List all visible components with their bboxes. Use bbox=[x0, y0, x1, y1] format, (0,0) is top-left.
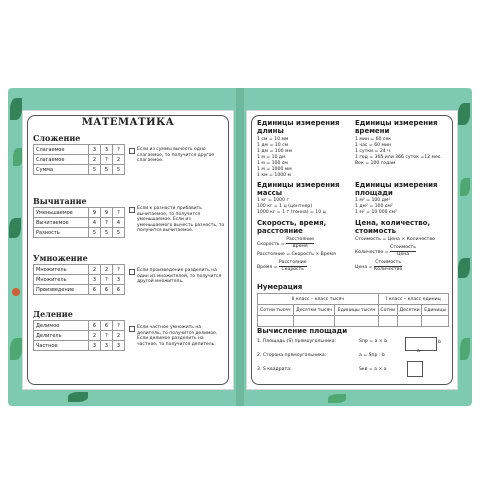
formula-label: Время = bbox=[257, 265, 278, 270]
table-cell bbox=[258, 316, 294, 327]
denominator: Количество bbox=[374, 267, 403, 272]
numerator: Стоимость bbox=[390, 245, 416, 250]
left-page bbox=[22, 110, 234, 390]
list-item: 1 м = 10 дм bbox=[257, 155, 286, 160]
speed-formulas bbox=[257, 237, 355, 273]
table-cell bbox=[397, 316, 422, 327]
formula-label: Скорость = bbox=[257, 242, 285, 247]
rule-text bbox=[137, 268, 225, 285]
denominator: Цена bbox=[396, 252, 410, 257]
table-row bbox=[34, 218, 125, 228]
table-cell: Слагаемое bbox=[34, 155, 89, 165]
leaf-decoration bbox=[458, 103, 470, 125]
area-calc-formula: a = Sпр : b bbox=[359, 353, 385, 358]
table-cell: Уменьшаемое bbox=[34, 208, 89, 218]
area-units-title: Единицы измерения площади bbox=[355, 181, 438, 197]
checkbox-icon bbox=[129, 207, 135, 213]
length-units-list bbox=[257, 137, 292, 179]
formula: Стоимость = Цена × Количество bbox=[355, 237, 435, 242]
table-cell: Множитель bbox=[34, 275, 89, 285]
time-units-list bbox=[355, 137, 453, 167]
leaf-decoration bbox=[10, 98, 22, 120]
table-cell: Вычитаемое bbox=[34, 218, 89, 228]
price-formulas bbox=[355, 237, 453, 273]
table-row bbox=[34, 208, 125, 218]
table-cell: 5 bbox=[113, 228, 125, 238]
rectangle-diagram bbox=[405, 337, 437, 351]
table-cell: ? bbox=[101, 218, 113, 228]
formula bbox=[257, 260, 355, 273]
rule-text bbox=[137, 325, 225, 347]
numerator: Стоимость bbox=[375, 260, 402, 265]
area-calc-item: 2. Сторона прямоугольника: bbox=[257, 353, 327, 358]
table-cell: Сотни тысяч bbox=[258, 305, 294, 316]
table-row bbox=[34, 265, 125, 275]
table-row bbox=[258, 294, 449, 305]
table-cell: 3 bbox=[101, 341, 113, 351]
list-item: 1 м² = 100 дм² bbox=[355, 198, 391, 203]
table-cell: ? bbox=[113, 145, 125, 155]
table-cell: 5 bbox=[89, 165, 101, 175]
rule-text-content: Если произведение разделить на один из множителей, то получится другой множитель. bbox=[137, 268, 222, 285]
list-item: 1 год = 365 или 366 суток =12 мес. bbox=[355, 155, 442, 160]
table-row bbox=[34, 341, 125, 351]
table-cell: ? bbox=[113, 208, 125, 218]
table-cell: Множитель bbox=[34, 265, 89, 275]
checkbox-icon bbox=[129, 326, 135, 332]
square-diagram bbox=[407, 361, 423, 377]
area-calc-item: 3. S квадрата: bbox=[257, 367, 292, 372]
numbering-table bbox=[257, 293, 449, 327]
table-cell: 6 bbox=[113, 285, 125, 295]
formula bbox=[355, 245, 453, 258]
table-cell: 5 bbox=[101, 228, 113, 238]
table-row bbox=[258, 316, 449, 327]
table-cell: 9 bbox=[101, 208, 113, 218]
leaf-decoration bbox=[10, 338, 22, 360]
fraction bbox=[279, 260, 307, 273]
mass-units-list bbox=[257, 198, 326, 216]
table-cell: I класс – класс единиц bbox=[378, 294, 448, 305]
table-cell: Делитель bbox=[34, 331, 89, 341]
table-cell: Сотни bbox=[378, 305, 397, 316]
table-cell: 6 bbox=[101, 321, 113, 331]
checkbox-icon bbox=[129, 269, 135, 275]
table-cell: 6 bbox=[89, 321, 101, 331]
right-page bbox=[246, 110, 458, 390]
formula bbox=[257, 237, 355, 250]
table-row bbox=[34, 165, 125, 175]
table-cell: Десятки тысяч bbox=[293, 305, 335, 316]
rule-text-content: Если из суммы вычесть одно слагаемое, то получится другое слагаемое. bbox=[137, 147, 215, 164]
table-cell: 5 bbox=[101, 165, 113, 175]
section-title: Умножение bbox=[33, 253, 88, 263]
list-item: 1 кг = 1000 г bbox=[257, 198, 289, 203]
table-cell: Десятки bbox=[397, 305, 422, 316]
table-cell: Сумма bbox=[34, 165, 89, 175]
time-units-title: Единицы измерения времени bbox=[355, 119, 438, 135]
page-title: МАТЕМАТИКА bbox=[81, 117, 175, 128]
length-units-title: Единицы измерения длины bbox=[257, 119, 340, 135]
list-item: 1 мин = 60 сек bbox=[355, 137, 392, 142]
list-item: 1 дм = 10 см bbox=[257, 143, 289, 148]
side-label: a bbox=[417, 349, 420, 354]
table-cell: 3 bbox=[113, 275, 125, 285]
list-item: 1 час = 60 мин bbox=[355, 143, 391, 148]
list-item: 1 дм² = 100 см² bbox=[355, 204, 393, 209]
table-row bbox=[34, 321, 125, 331]
area-units-list bbox=[355, 198, 397, 216]
table-cell: 9 bbox=[89, 208, 101, 218]
list-item: 1 км = 1000 м bbox=[257, 173, 292, 178]
multiplication-table bbox=[33, 264, 125, 295]
flower-decoration bbox=[12, 288, 20, 296]
table-cell: 3 bbox=[89, 341, 101, 351]
table-cell: 6 bbox=[101, 285, 113, 295]
formula-label: Цена = bbox=[355, 265, 373, 270]
list-item: 1 сутки = 24 ч bbox=[355, 149, 390, 154]
section-title: Деление bbox=[33, 309, 73, 319]
table-cell: Частное bbox=[34, 341, 89, 351]
table-cell: 3 bbox=[101, 145, 113, 155]
rule-text-content: Если частное умножить на делитель, то получится делимое. Если делимое разделить на частное, то получится делитель. bbox=[137, 325, 218, 347]
list-item: 1 м² = 10 000 см² bbox=[355, 210, 397, 215]
division-table bbox=[33, 320, 125, 351]
table-cell: 3 bbox=[89, 145, 101, 155]
numerator: Расстояние bbox=[278, 260, 307, 265]
table-cell bbox=[378, 316, 397, 327]
table-cell: ? bbox=[113, 321, 125, 331]
table-cell bbox=[293, 316, 335, 327]
denominator: Скорость bbox=[281, 267, 304, 272]
rule-text bbox=[137, 147, 225, 164]
table-cell bbox=[335, 316, 378, 327]
leaf-decoration bbox=[9, 218, 21, 238]
table-cell: 2 bbox=[89, 265, 101, 275]
notebook-spine bbox=[236, 88, 244, 406]
list-item: 1 м = 1000 мм bbox=[257, 167, 292, 172]
side-label: b bbox=[438, 340, 441, 345]
table-cell: 2 bbox=[113, 331, 125, 341]
area-calc-formula: Sкв = a × a bbox=[359, 367, 387, 372]
rule-text-content: Если к разности прибавить вычитаемое, то получится уменьшаемое. Если из уменьшаемого вычесть разность, то получится вычитаемое. bbox=[137, 206, 225, 234]
list-item: Век = 100 годам bbox=[355, 161, 396, 166]
fraction bbox=[374, 260, 402, 273]
table-cell: II класс – класс тысяч bbox=[258, 294, 379, 305]
numerator: Расстояние bbox=[286, 237, 314, 242]
formula: Расстояние = Скорость × Время bbox=[257, 252, 336, 257]
table-cell: 4 bbox=[113, 218, 125, 228]
list-item: 1 м = 100 см bbox=[257, 161, 288, 166]
table-cell: 2 bbox=[113, 155, 125, 165]
table-cell: Единицы тысяч bbox=[335, 305, 378, 316]
fraction bbox=[286, 237, 314, 250]
table-cell: 5 bbox=[113, 165, 125, 175]
leaf-decoration bbox=[460, 338, 470, 360]
table-cell: Единицы bbox=[422, 305, 449, 316]
table-cell: Делимое bbox=[34, 321, 89, 331]
table-cell: ? bbox=[101, 331, 113, 341]
table-cell: Слагаемое bbox=[34, 145, 89, 155]
addition-table bbox=[33, 144, 125, 175]
formula bbox=[355, 260, 453, 273]
table-cell: 3 bbox=[89, 275, 101, 285]
leaf-decoration bbox=[68, 392, 88, 402]
table-cell: ? bbox=[113, 265, 125, 275]
table-cell: 2 bbox=[89, 331, 101, 341]
list-item: 1000 кг = 1 т (тонна) = 10 ц bbox=[257, 210, 326, 215]
numbering-title: Нумерация bbox=[257, 283, 303, 291]
denominator: Время bbox=[292, 244, 308, 249]
checkbox-icon bbox=[129, 148, 135, 154]
table-row bbox=[34, 155, 125, 165]
table-cell: Разность bbox=[34, 228, 89, 238]
leaf-decoration bbox=[460, 178, 470, 196]
list-item: 100 кг = 1 ц (центнер) bbox=[257, 204, 313, 209]
area-calc-formula: Sпр = a × b bbox=[359, 339, 388, 344]
section-title: Вычитание bbox=[33, 196, 87, 206]
subtraction-table bbox=[33, 207, 125, 238]
table-row bbox=[34, 145, 125, 155]
area-calc-title: Вычисление площади bbox=[257, 327, 348, 335]
table-cell: Произведение bbox=[34, 285, 89, 295]
table-cell: 4 bbox=[89, 218, 101, 228]
leaf-decoration bbox=[458, 258, 470, 278]
table-row bbox=[34, 275, 125, 285]
table-cell: 5 bbox=[89, 228, 101, 238]
table-cell: 2 bbox=[89, 155, 101, 165]
mass-units-title: Единицы измерения массы bbox=[257, 181, 340, 197]
table-row bbox=[34, 285, 125, 295]
section-title: Сложение bbox=[33, 133, 81, 143]
table-row bbox=[34, 228, 125, 238]
table-cell: 3 bbox=[113, 341, 125, 351]
price-title: Цена, количество, стоимость bbox=[355, 219, 431, 235]
table-cell: 2 bbox=[101, 265, 113, 275]
rule-text bbox=[137, 206, 225, 234]
table-row bbox=[34, 331, 125, 341]
table-cell: ? bbox=[101, 155, 113, 165]
list-item: 1 дм = 100 мм bbox=[257, 149, 292, 154]
table-cell: ? bbox=[101, 275, 113, 285]
area-calc-item: 1. Площадь (S) прямоугольника: bbox=[257, 339, 337, 344]
list-item: 1 см = 10 мм bbox=[257, 137, 289, 142]
table-cell: 6 bbox=[89, 285, 101, 295]
table-row bbox=[258, 305, 449, 316]
formula-label: Количество = bbox=[355, 250, 389, 255]
fraction bbox=[390, 245, 416, 258]
table-cell bbox=[422, 316, 449, 327]
leaf-decoration bbox=[328, 394, 346, 403]
speed-title: Скорость, время, расстояние bbox=[257, 219, 327, 235]
